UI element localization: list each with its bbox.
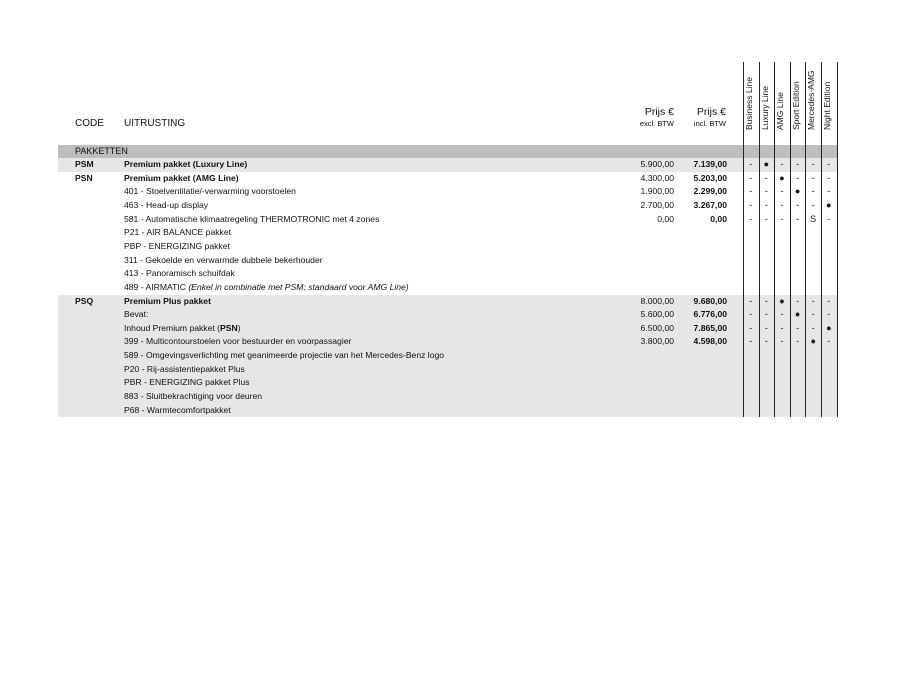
row-description: 489 - AIRMATIC (Enkel in combinatie met PSM; standaard voor AMG Line) xyxy=(124,281,409,292)
edition-mark: - xyxy=(780,213,784,224)
edition-mark xyxy=(805,390,821,404)
row-description: 463 - Head-up display xyxy=(124,199,209,210)
edition-mark xyxy=(759,254,775,268)
table-row xyxy=(58,213,743,227)
edition-mark xyxy=(759,226,775,240)
edition-mark: ● xyxy=(759,158,775,172)
section-title: PAKKETTEN xyxy=(75,146,128,156)
edition-mark: - xyxy=(774,158,790,172)
row-description: Bevat: xyxy=(124,309,149,320)
edition-mark xyxy=(790,281,806,295)
table-row xyxy=(58,295,743,309)
edition-mark: ● xyxy=(779,172,785,183)
edition-mark xyxy=(790,226,806,240)
edition-mark xyxy=(821,390,837,404)
row-description: PBP - ENERGIZING pakket xyxy=(124,240,230,251)
row-code: PSM xyxy=(75,159,94,169)
edition-mark xyxy=(774,267,790,281)
table-row xyxy=(58,240,743,254)
edition-mark: - xyxy=(774,322,790,336)
price-incl: 2.299,00 xyxy=(693,186,727,197)
edition-mark xyxy=(759,281,775,295)
edition-mark xyxy=(821,363,837,377)
grid-line xyxy=(790,62,791,417)
row-description: 883 - Sluitbekrachtiging voor deuren xyxy=(124,391,263,402)
edition-mark xyxy=(774,390,790,404)
price-excl: 0,00 xyxy=(657,213,674,224)
table-row xyxy=(58,172,743,186)
edition-mark: - xyxy=(743,295,759,309)
price-excl: 8.000,00 xyxy=(640,295,674,306)
row-description: PBR - ENERGIZING pakket Plus xyxy=(124,377,250,388)
edition-mark xyxy=(743,240,759,254)
edition-mark xyxy=(790,363,806,377)
edition-mark xyxy=(790,240,806,254)
edition-mark xyxy=(805,281,821,295)
edition-mark: - xyxy=(790,295,806,309)
table-row xyxy=(58,185,743,199)
edition-mark: - xyxy=(827,213,831,224)
row-description: 311 - Gekoelde en verwarmde dubbele bekerhouder xyxy=(124,254,323,265)
edition-mark xyxy=(790,404,806,418)
price-incl: 7.139,00 xyxy=(693,159,727,169)
edition-mark xyxy=(774,349,790,363)
line-header-amg-line: AMG Line xyxy=(775,92,786,130)
edition-mark xyxy=(774,363,790,377)
edition-mark: - xyxy=(764,172,768,183)
table-row xyxy=(58,226,743,240)
price-excl: 5.900,00 xyxy=(640,159,674,169)
price-incl: 9.680,00 xyxy=(693,295,727,306)
edition-mark xyxy=(774,281,790,295)
price-incl: 6.776,00 xyxy=(693,309,727,320)
row-description: 589 - Omgevingsverlichting met geanimeerde projectie van het Mercedes-Benz logo xyxy=(124,350,445,361)
edition-mark: - xyxy=(821,158,837,172)
edition-mark xyxy=(743,281,759,295)
row-description: 581 - Automatische klimaatregeling THERMOTRONIC met 4 zones xyxy=(124,213,380,224)
edition-mark xyxy=(821,349,837,363)
edition-mark xyxy=(821,281,837,295)
edition-mark xyxy=(759,376,775,390)
edition-mark: - xyxy=(759,308,775,322)
edition-mark: - xyxy=(790,322,806,336)
uitrusting-header: UITRUSTING xyxy=(124,118,186,129)
edition-mark xyxy=(790,349,806,363)
edition-mark: - xyxy=(796,172,800,183)
edition-mark: - xyxy=(743,322,759,336)
edition-mark: ● xyxy=(826,199,832,210)
edition-mark xyxy=(743,390,759,404)
price-excl-sub: excl. BTW xyxy=(639,119,674,128)
grid-line xyxy=(759,62,760,417)
edition-mark xyxy=(821,240,837,254)
edition-mark xyxy=(790,390,806,404)
price-excl: 6.500,00 xyxy=(640,322,674,333)
price-excl: 5.600,00 xyxy=(640,309,674,320)
edition-mark: - xyxy=(764,213,768,224)
edition-mark xyxy=(821,376,837,390)
edition-mark xyxy=(759,349,775,363)
price-incl: 7.865,00 xyxy=(693,322,727,333)
line-header-business-line: Business Line xyxy=(744,77,754,130)
edition-mark xyxy=(805,267,821,281)
table-row xyxy=(58,404,743,418)
price-excl: 3.800,00 xyxy=(640,336,674,347)
row-description: P20 - Rij-assistentiepakket Plus xyxy=(124,363,245,374)
edition-mark xyxy=(759,267,775,281)
table-row xyxy=(58,322,743,336)
edition-mark: - xyxy=(749,186,753,197)
edition-mark: - xyxy=(759,335,775,349)
edition-mark: - xyxy=(774,308,790,322)
edition-mark: - xyxy=(774,335,790,349)
line-header-mercedes-amg: Mercedes-AMG xyxy=(806,70,817,130)
row-description-code: PSN xyxy=(220,322,238,333)
row-description: Inhoud Premium pakket (PSN) xyxy=(124,322,241,333)
table-row xyxy=(58,376,743,390)
edition-mark xyxy=(805,254,821,268)
edition-mark xyxy=(759,390,775,404)
line-header-luxury-line: Luxury Line xyxy=(759,86,770,130)
edition-mark xyxy=(805,404,821,418)
edition-mark xyxy=(743,267,759,281)
table-row xyxy=(58,199,743,213)
edition-mark xyxy=(774,376,790,390)
row-code: PSN xyxy=(75,172,93,183)
edition-mark: - xyxy=(790,335,806,349)
price-excl: 4.300,00 xyxy=(640,172,674,183)
price-incl-header xyxy=(656,106,726,130)
table-row xyxy=(58,335,743,349)
edition-mark: - xyxy=(796,199,800,210)
edition-mark: - xyxy=(790,158,806,172)
table-row xyxy=(58,308,743,322)
row-description: 413 - Panoramisch schuifdak xyxy=(124,268,235,279)
row-description: P68 - Warmtecomfortpakket xyxy=(124,404,231,415)
section-bar xyxy=(58,145,838,158)
edition-mark xyxy=(743,376,759,390)
edition-mark xyxy=(821,226,837,240)
edition-mark: - xyxy=(759,322,775,336)
edition-mark: - xyxy=(827,186,831,197)
grid-line xyxy=(774,62,775,417)
edition-mark: - xyxy=(743,158,759,172)
row-description: 399 - Multicontourstoelen voor bestuurder en voorpassagier xyxy=(124,336,352,347)
row-description: Premium pakket (AMG Line) xyxy=(124,172,239,183)
row-description: P21 - AIR BALANCE pakket xyxy=(124,227,231,238)
edition-mark: - xyxy=(805,322,821,336)
price-excl: 1.900,00 xyxy=(640,186,674,197)
row-description: 401 - Stoelventilatie/-verwarming voorstoelen xyxy=(124,186,296,197)
edition-mark xyxy=(743,254,759,268)
code-header: CODE xyxy=(75,118,104,129)
row-note: (Enkel in combinatie met PSM; standaard voor AMG Line) xyxy=(185,281,409,292)
edition-mark: - xyxy=(764,186,768,197)
edition-mark: - xyxy=(811,186,815,197)
edition-mark xyxy=(759,363,775,377)
edition-mark xyxy=(821,267,837,281)
price-excl-title: Prijs € xyxy=(644,106,674,118)
table-row xyxy=(58,158,743,172)
edition-mark: - xyxy=(821,308,837,322)
edition-mark xyxy=(805,349,821,363)
price-incl: 3.267,00 xyxy=(693,199,727,210)
edition-mark: - xyxy=(811,199,815,210)
edition-mark: - xyxy=(749,172,753,183)
edition-mark: - xyxy=(749,213,753,224)
grid-line xyxy=(805,62,806,417)
edition-mark: - xyxy=(805,158,821,172)
row-description: Premium pakket (Luxury Line) xyxy=(124,159,248,169)
price-incl-title: Prijs € xyxy=(696,106,726,118)
table-row xyxy=(58,390,743,404)
edition-mark xyxy=(759,404,775,418)
edition-mark xyxy=(790,376,806,390)
grid-line xyxy=(837,62,838,417)
edition-mark xyxy=(774,226,790,240)
price-incl-sub: incl. BTW xyxy=(693,119,726,128)
price-excl: 2.700,00 xyxy=(640,199,674,210)
edition-mark xyxy=(743,363,759,377)
edition-mark: - xyxy=(811,172,815,183)
edition-mark xyxy=(774,240,790,254)
edition-mark: ● xyxy=(821,322,837,336)
edition-mark xyxy=(759,240,775,254)
edition-mark: S xyxy=(810,213,817,224)
edition-mark xyxy=(805,363,821,377)
grid-line xyxy=(743,62,744,417)
edition-mark xyxy=(805,240,821,254)
table-row xyxy=(58,281,743,295)
row-description: Premium Plus pakket xyxy=(124,295,211,306)
edition-mark: ● xyxy=(805,335,821,349)
table-row xyxy=(58,254,743,268)
edition-mark: - xyxy=(821,295,837,309)
edition-mark: - xyxy=(805,295,821,309)
table-row xyxy=(58,349,743,363)
line-header-sport-edition: Sport Edition xyxy=(790,81,801,130)
edition-mark xyxy=(743,349,759,363)
edition-mark xyxy=(743,404,759,418)
edition-mark: - xyxy=(749,199,753,210)
edition-mark: - xyxy=(759,295,775,309)
price-incl: 4.598,00 xyxy=(693,336,727,347)
line-header-night-edition: Night Edition xyxy=(822,81,832,130)
edition-mark xyxy=(805,376,821,390)
price-incl: 0,00 xyxy=(710,213,727,224)
edition-mark xyxy=(821,404,837,418)
row-code: PSQ xyxy=(75,295,94,306)
grid-line xyxy=(821,62,822,417)
edition-mark xyxy=(774,254,790,268)
edition-mark: - xyxy=(743,308,759,322)
edition-mark xyxy=(790,267,806,281)
edition-mark xyxy=(774,404,790,418)
edition-mark xyxy=(821,254,837,268)
edition-mark xyxy=(805,226,821,240)
edition-mark: - xyxy=(805,308,821,322)
edition-mark xyxy=(790,254,806,268)
edition-mark: - xyxy=(743,335,759,349)
table-row xyxy=(58,267,743,281)
edition-mark: - xyxy=(780,186,784,197)
edition-mark: ● xyxy=(774,295,790,309)
edition-mark: - xyxy=(796,213,800,224)
table-row xyxy=(58,363,743,377)
edition-mark: - xyxy=(827,172,831,183)
edition-mark: ● xyxy=(790,308,806,322)
edition-mark xyxy=(743,226,759,240)
edition-mark: - xyxy=(780,199,784,210)
edition-mark: - xyxy=(764,199,768,210)
edition-mark: ● xyxy=(794,186,801,197)
price-incl: 5.203,00 xyxy=(693,172,727,183)
edition-mark: - xyxy=(821,335,837,349)
